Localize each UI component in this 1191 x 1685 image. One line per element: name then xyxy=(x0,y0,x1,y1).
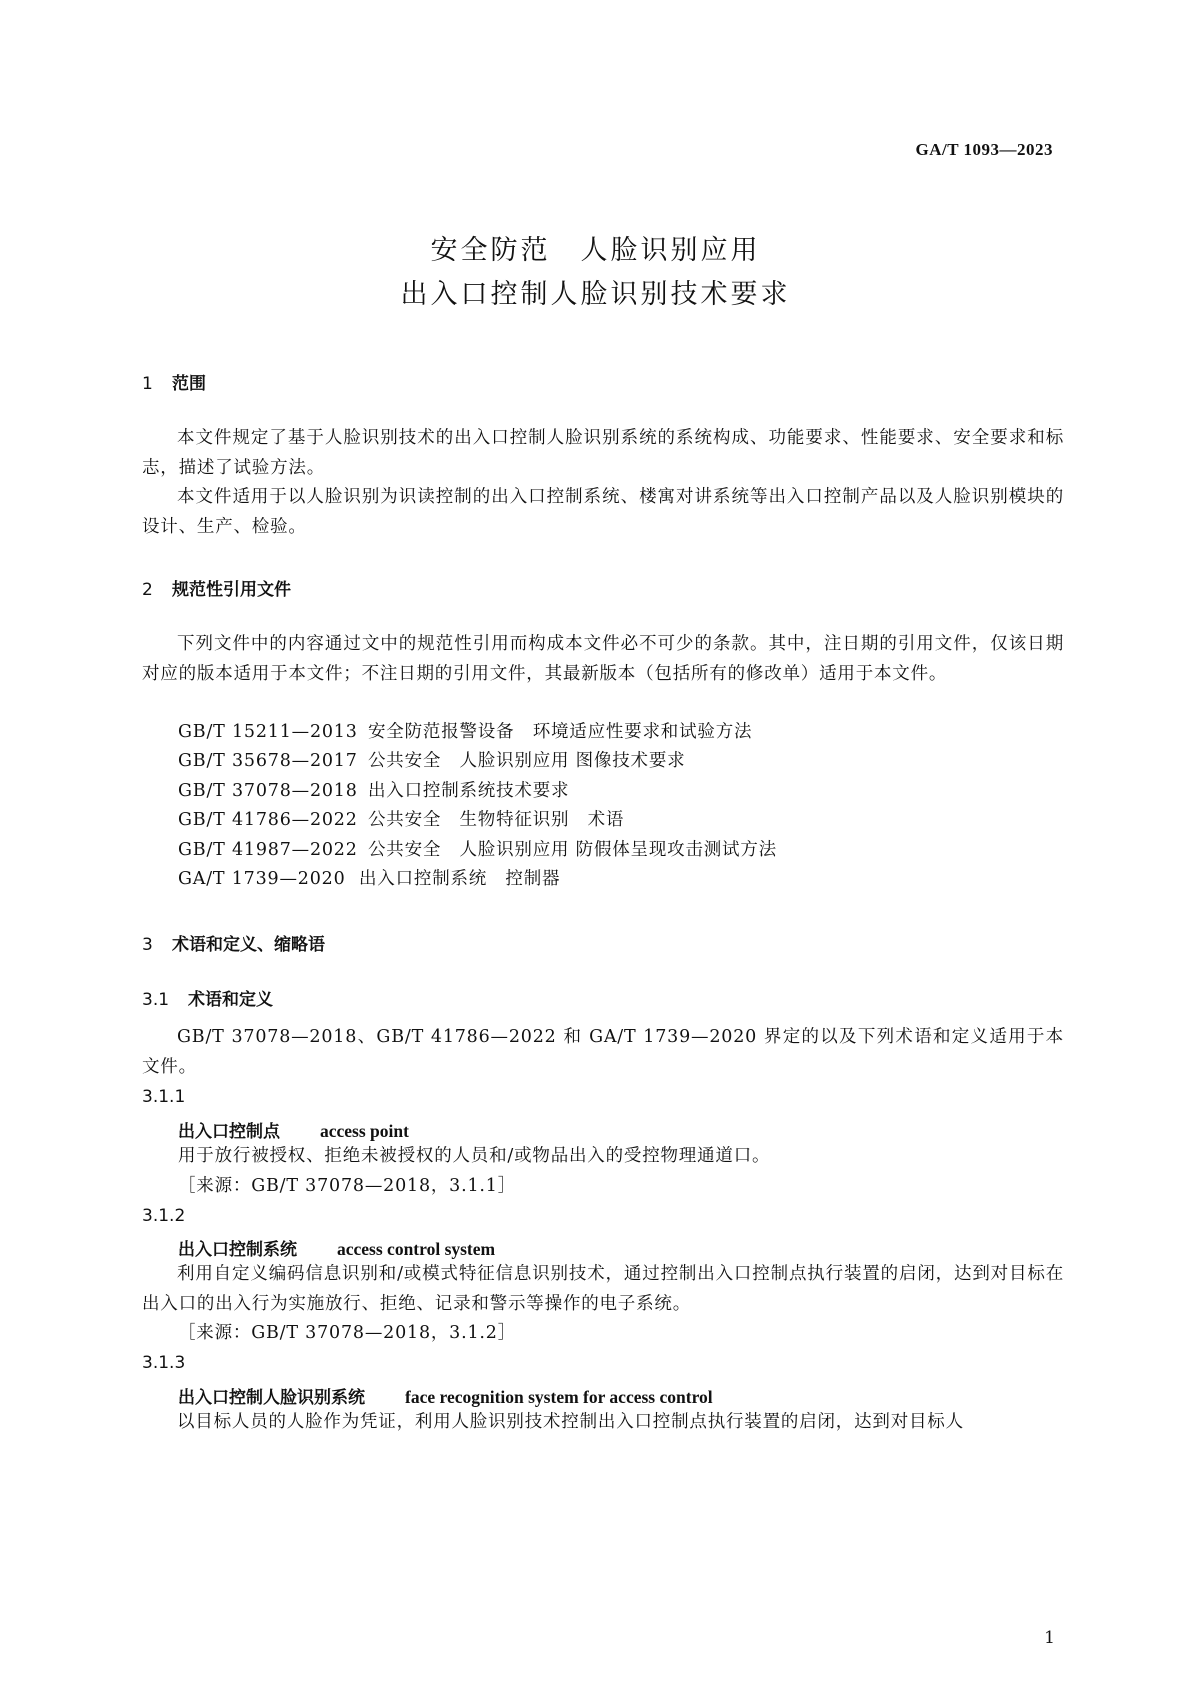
section-title: 范围 xyxy=(172,374,206,394)
subsection-number: 3.1 xyxy=(142,990,170,1010)
reference-title: 出入口控制系统 控制器 xyxy=(359,869,561,889)
reference-item xyxy=(178,747,685,777)
reference-code: GB/T 37078—2018 xyxy=(178,781,358,801)
terms-intro: GB/T 37078—2018、GB/T 41786—2022 和 GA/T 1739—2020 界定的以及下列术语和定义适用于本文件。 xyxy=(142,1027,1064,1077)
term-number: 3.1.1 xyxy=(142,1087,186,1107)
reference-code: GB/T 15211—2013 xyxy=(178,722,358,742)
page-number: 1 xyxy=(1044,1628,1055,1648)
subsection-3-1-heading xyxy=(142,985,273,1010)
reference-code: GB/T 41987—2022 xyxy=(178,840,358,860)
reference-item xyxy=(178,865,560,895)
term-en: access control system xyxy=(337,1239,496,1259)
reference-code: GB/T 35678—2017 xyxy=(178,751,358,771)
term-en: face recognition system for access control xyxy=(405,1387,713,1407)
document-title-line2: 出入口控制人脸识别技术要求 xyxy=(400,279,791,310)
normative-references-intro: 下列文件中的内容通过文中的规范性引用而构成本文件必不可少的条款。其中，注日期的引用文件，仅该日期对应的版本适用于本文件；不注日期的引用文件，其最新版本（包括所有的修改单）适用于本文件。 xyxy=(142,634,1064,684)
reference-code: GA/T 1739—2020 xyxy=(178,869,346,889)
term-source: ［来源：GB/T 37078—2018，3.1.2］ xyxy=(178,1323,517,1343)
term-en: access point xyxy=(320,1121,409,1141)
document-title-line1: 安全防范 人脸识别应用 xyxy=(430,235,761,266)
section-title: 术语和定义、缩略语 xyxy=(172,935,325,955)
term-number: 3.1.3 xyxy=(142,1353,186,1373)
scope-paragraph-2: 本文件适用于以人脸识别为识读控制的出入口控制系统、楼寓对讲系统等出入口控制产品以及人脸识别模块的设计、生产、检验。 xyxy=(142,487,1064,537)
term-definition: 利用自定义编码信息识别和/或模式特征信息识别技术，通过控制出入口控制点执行装置的启闭，达到对目标在出入口的出入行为实施放行、拒绝、记录和警示等操作的电子系统。 xyxy=(142,1264,1064,1314)
subsection-title: 术语和定义 xyxy=(188,990,273,1010)
term-heading xyxy=(178,1383,713,1408)
reference-item xyxy=(178,777,569,807)
standard-code: GA/T 1093—2023 xyxy=(915,140,1053,159)
term-definition: 以目标人员的人脸作为凭证，利用人脸识别技术控制出入口控制点执行装置的启闭，达到对目标人 xyxy=(177,1412,964,1432)
term-heading xyxy=(178,1235,495,1260)
section-number: 2 xyxy=(142,580,153,600)
section-title: 规范性引用文件 xyxy=(172,580,291,600)
section-2-heading xyxy=(142,575,291,600)
reference-title: 公共安全 人脸识别应用 图像技术要求 xyxy=(368,751,686,771)
term-zh: 出入口控制点 xyxy=(178,1122,280,1142)
scope-paragraph-1: 本文件规定了基于人脸识别技术的出入口控制人脸识别系统的系统构成、功能要求、性能要求、安全要求和标志，描述了试验方法。 xyxy=(142,428,1064,478)
reference-title: 安全防范报警设备 环境适应性要求和试验方法 xyxy=(368,722,753,742)
term-zh: 出入口控制人脸识别系统 xyxy=(178,1388,365,1408)
term-heading xyxy=(178,1117,409,1142)
reference-title: 出入口控制系统技术要求 xyxy=(368,781,570,801)
reference-item xyxy=(178,718,752,748)
reference-item xyxy=(178,836,777,866)
reference-title: 公共安全 生物特征识别 术语 xyxy=(368,810,625,830)
section-number: 1 xyxy=(142,374,153,394)
term-source: ［来源：GB/T 37078—2018，3.1.1］ xyxy=(178,1176,517,1196)
section-1-heading xyxy=(142,369,206,394)
term-number: 3.1.2 xyxy=(142,1206,186,1226)
term-zh: 出入口控制系统 xyxy=(178,1240,297,1260)
reference-code: GB/T 41786—2022 xyxy=(178,810,358,830)
reference-item xyxy=(178,806,624,836)
term-definition: 用于放行被授权、拒绝未被授权的人员和/或物品出入的受控物理通道口。 xyxy=(178,1146,771,1166)
section-3-heading xyxy=(142,930,325,955)
reference-title: 公共安全 人脸识别应用 防假体呈现攻击测试方法 xyxy=(368,840,777,860)
section-number: 3 xyxy=(142,935,153,955)
